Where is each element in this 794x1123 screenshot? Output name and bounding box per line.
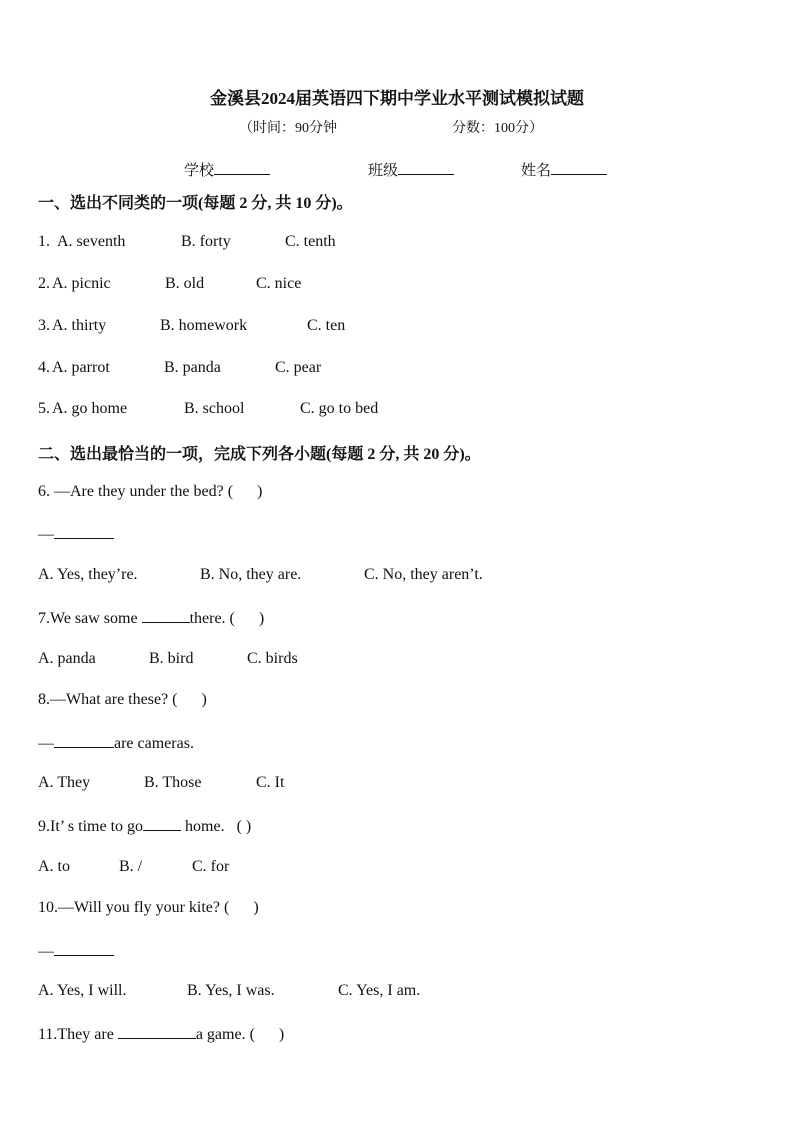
question-1 [38,233,336,251]
question-7-options [38,650,298,668]
option-c: C. Yes, I am. [338,982,421,999]
answer-blank [143,816,181,831]
question-2 [38,275,302,293]
option-b: B. Yes, I was. [187,982,275,999]
option-c: C. nice [256,275,302,292]
question-number: 3. [38,317,50,334]
option-a: A. thirty [52,317,107,334]
dash: — [38,526,54,543]
option-a: A. Yes, I will. [38,982,127,999]
question-3 [38,317,346,335]
option-c: C. ten [307,317,346,334]
option-a: A. seventh [57,233,126,250]
question-9-options [38,858,230,876]
question-5 [38,400,379,418]
school-blank [214,160,270,175]
answer-blank [54,733,114,748]
question-post: there. ( [189,610,235,627]
answer-post: are cameras. [114,735,194,752]
question-number: 5. [38,400,50,417]
class-blank [398,160,454,175]
name-blank [551,160,607,175]
question-6 [38,483,262,501]
option-b: B. bird [149,650,194,667]
answer-blank [118,1024,196,1039]
page-title: 金溪县2024届英语四下期中学业水平测试模拟试题 [210,89,584,108]
option-a: A. Yes, they’re. [38,566,138,583]
paren-close: ) [278,1026,285,1043]
question-10 [38,899,259,917]
question-post: home. [185,818,225,835]
question-post: a game. ( [195,1026,255,1043]
question-pre: 11.They are [38,1026,114,1043]
option-c: C. for [192,858,230,875]
option-a: A. They [38,774,91,791]
question-6-options [38,566,483,584]
question-stem: 8.—What are these? ( [38,691,178,708]
paren-close: ) [201,691,207,708]
paren-close: ) [257,483,263,500]
question-stem: 6. —Are they under the bed? ( [38,483,234,500]
option-a: A. panda [38,650,96,667]
question-7 [38,608,264,628]
section-2-heading: 二、选出最恰当的一项，完成下列各小题(每题 2 分, 共 20 分)。 [38,446,481,463]
school-label: 学校 [184,163,215,179]
option-c: C. tenth [285,233,336,250]
option-a: A. parrot [52,359,110,376]
option-b: B. panda [164,359,221,376]
question-8-answer-line [38,733,194,753]
option-b: B. / [119,858,143,875]
dash: — [38,735,54,752]
question-number: 1. [38,233,50,250]
school-field [184,159,270,180]
option-c: C. pear [275,359,322,376]
option-b: B. homework [160,317,248,334]
option-a: A. go home [52,400,128,417]
question-8 [38,691,207,709]
question-number: 2. [38,275,50,292]
section-1-heading: 一、选出不同类的一项(每题 2 分, 共 10 分)。 [38,195,353,212]
name-field [521,159,607,180]
answer-blank [54,524,114,539]
question-8-options [38,774,285,792]
exam-time: （时间：90分钟 [239,121,337,136]
option-c: C. go to bed [300,400,379,417]
question-9 [38,816,251,836]
option-c: C. It [256,774,285,791]
question-4 [38,359,322,377]
answer-blank [142,608,190,623]
option-b: B. No, they are. [200,566,302,583]
exam-score: 分数：100分） [452,121,543,136]
question-10-options [38,982,421,1000]
dash: — [38,943,54,960]
class-label: 班级 [368,163,399,179]
option-b: B. forty [181,233,231,250]
answer-blank [54,941,114,956]
question-pre: 9.It’ s time to go [38,818,144,835]
option-b: B. Those [144,774,202,791]
paren-close: ) [253,899,259,916]
option-b: B. old [165,275,205,292]
question-pre: 7.We saw some [38,610,138,627]
paren-close: ) [258,610,265,627]
name-label: 姓名 [521,163,552,179]
option-a: A. to [38,858,70,875]
option-a: A. picnic [52,275,111,292]
class-field [368,159,454,180]
answer-paren: ( ) [236,818,252,835]
option-c: C. No, they aren’t. [364,566,483,583]
question-number: 4. [38,359,50,376]
option-c: C. birds [247,650,298,667]
question-11 [38,1024,284,1044]
question-6-answer-line [38,524,114,544]
question-10-answer-line [38,941,114,961]
question-stem: 10.—Will you fly your kite? ( [38,899,230,916]
option-b: B. school [184,400,245,417]
